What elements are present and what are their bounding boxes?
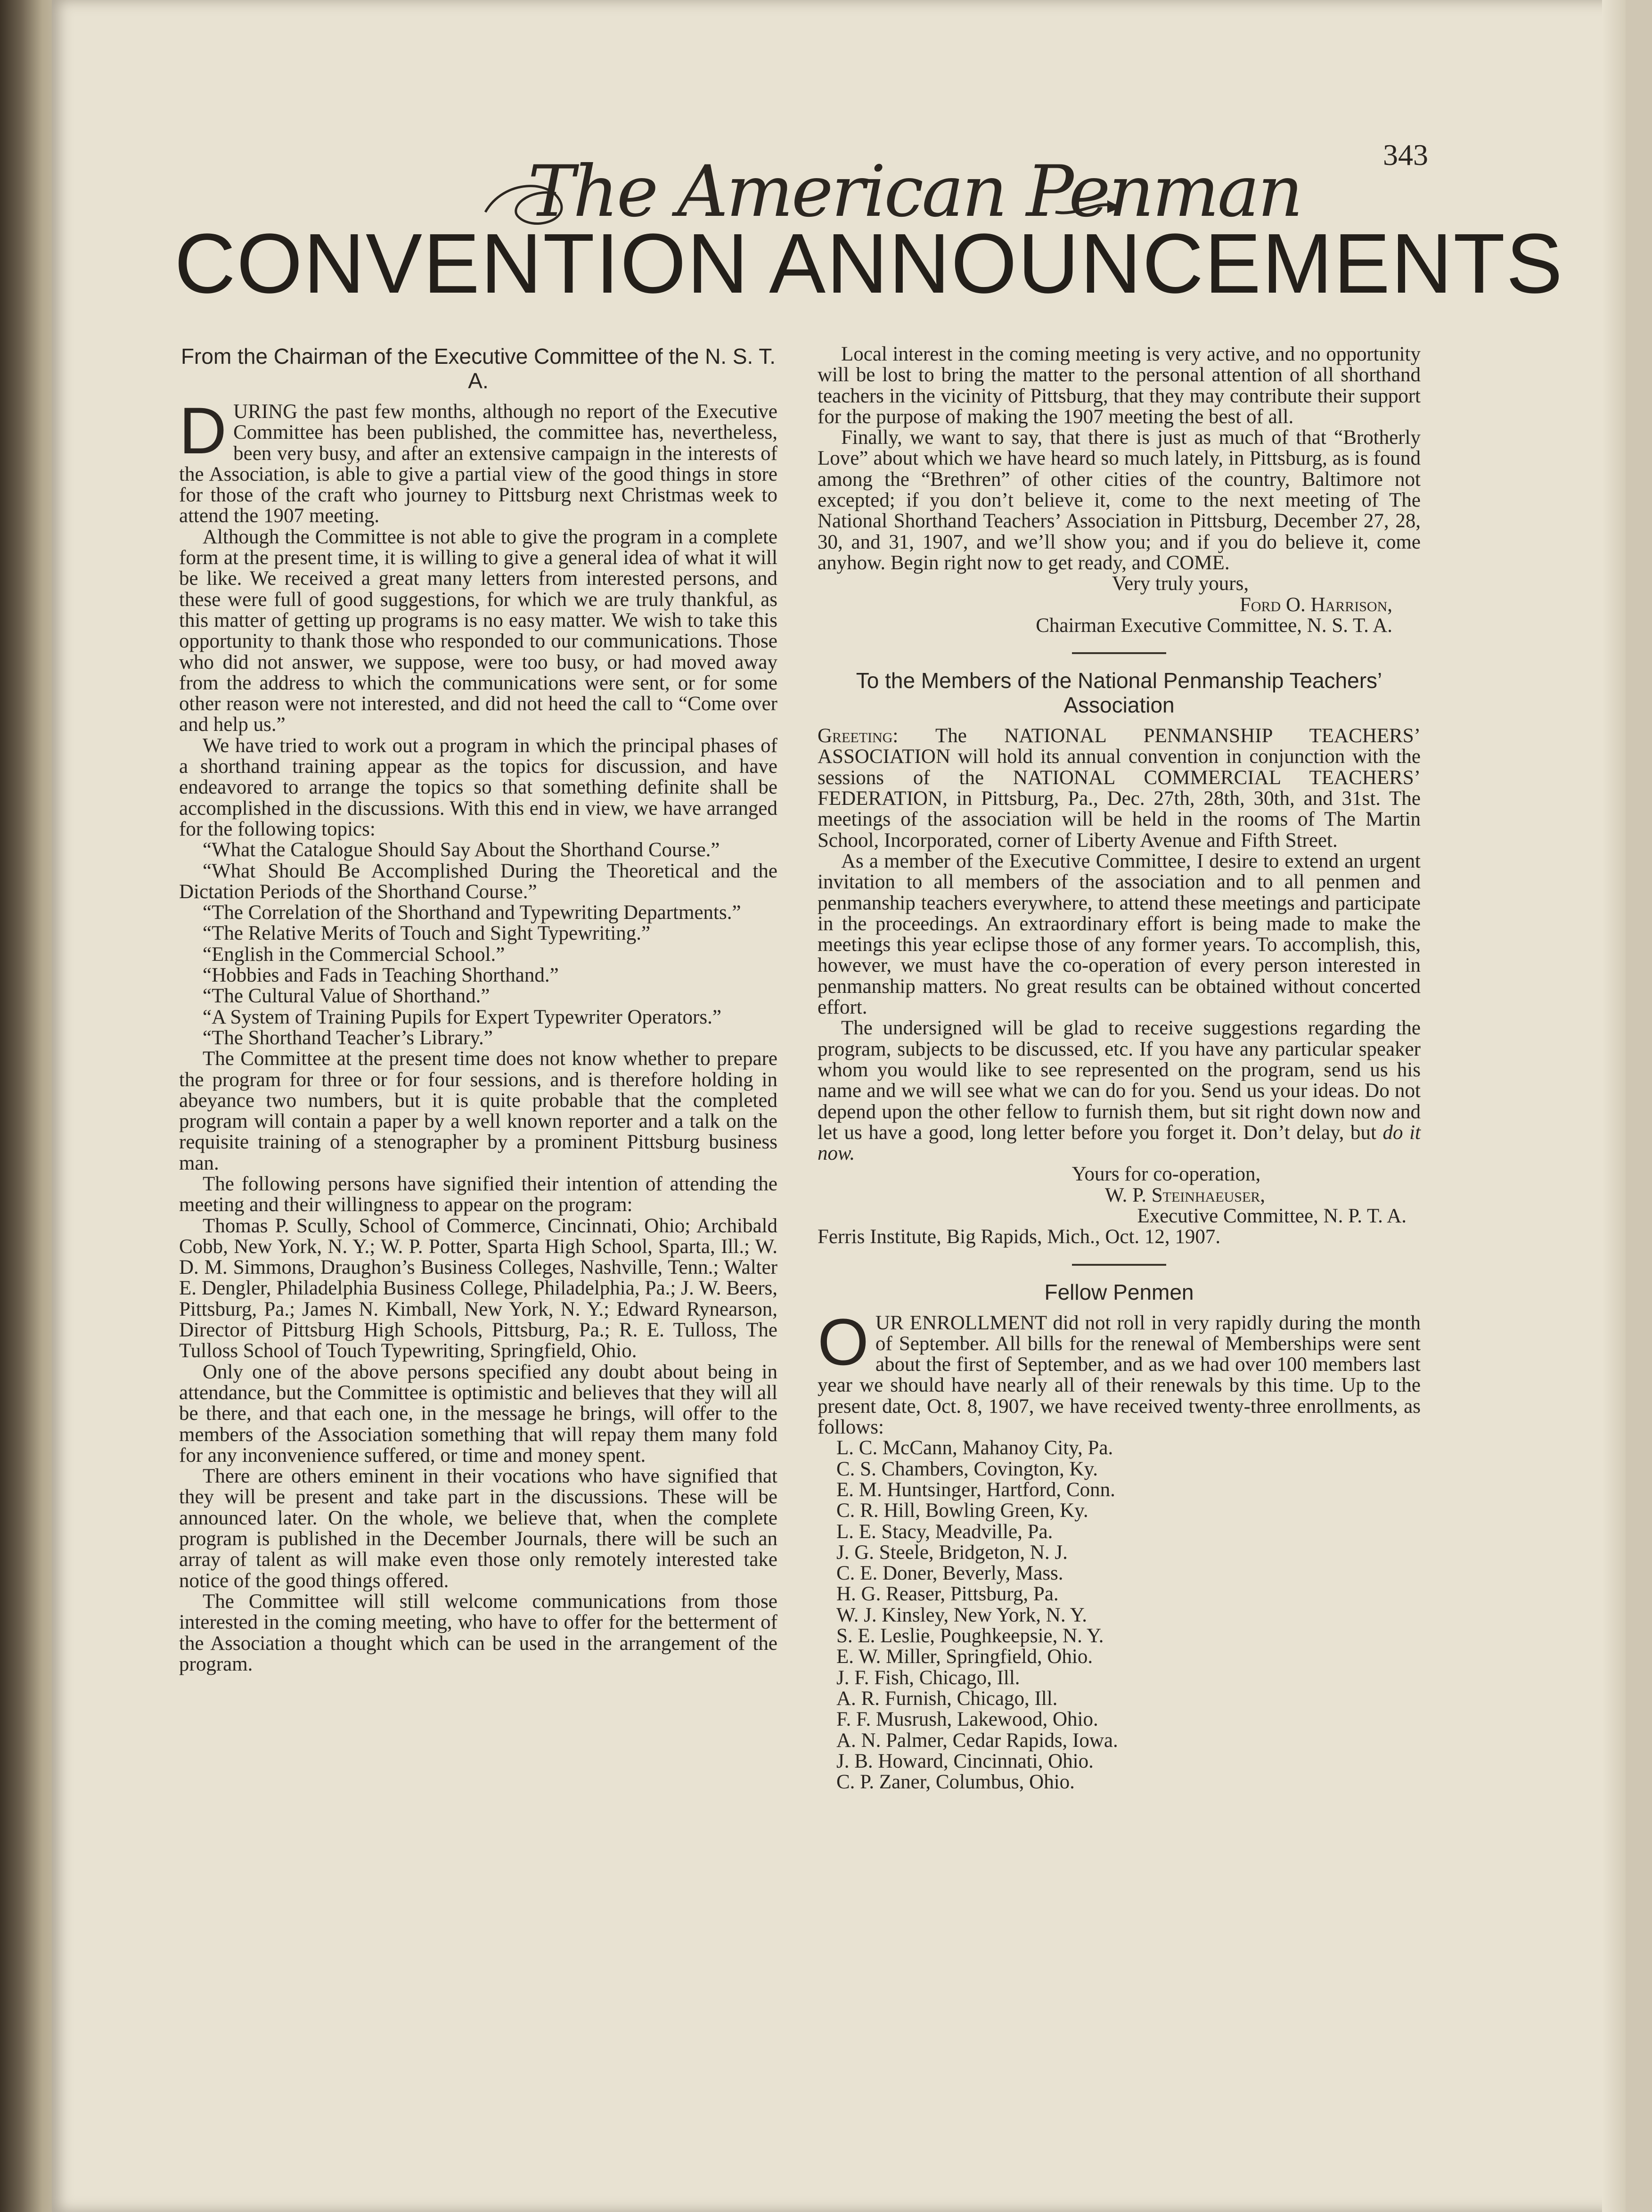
fellow-penmen-title: Fellow Penmen (1044, 1279, 1194, 1304)
topic-item: “What the Catalogue Should Say About the Shorthand Course.” (203, 839, 720, 861)
article-paragraph: There are others eminent in their vocations who have signified that they will be present and take part in the discussions. These will be announced later. On the whole, we believe that, when the complete program is published in the December Journals, there will be such an array of talent as will make even those only remotely interested take notice of the good things offered. (179, 1465, 777, 1592)
signature-name: W. P. Steinhaeuser, (1104, 1184, 1266, 1206)
topic-item: “What Should Be Accomplished During the Theoretical and the Dictation Periods of the Shorthand Course.” (179, 860, 777, 903)
signature-title: Chairman Executive Committee, N. S. T. A. (1036, 614, 1392, 637)
right-column (818, 344, 1421, 1793)
article-paragraph: OUR ENROLLMENT did not roll in very rapidly during the month of September. All bills for the renewal of Memberships were sent about the first of September, and as we had over 100 members last year we should have nearly all of their renewals by this time. Up to the present date, Oct. 8, 1907, we have received twenty-three enrollments, as follows: (818, 1304, 1421, 1439)
article-paragraph: The Committee will still welcome communications from those interested in the coming meeting, who have to offer for the betterment of the Association a thought which can be used in the arrangement of the program. (179, 1590, 777, 1675)
article-paragraph: Only one of the above persons specified any doubt about being in attendance, but the Committee is optimistic and believes that they will all be there, and that each one, in the message he brings, will offer to the members of the Association something that will repay them many fold for any inconvenience suffered, or time and money spent. (179, 1360, 777, 1466)
masthead-title: The American Penman (528, 151, 1301, 233)
topic-item: “The Cultural Value of Shorthand.” (203, 985, 490, 1008)
list-item: J. B. Howard, Cincinnati, Ohio. (836, 1750, 1094, 1772)
topic-item: “The Relative Merits of Touch and Sight Typewriting.” (203, 922, 651, 945)
article-paragraph: We have tried to work out a program in which the principal phases of a shorthand training appear as the topics for discussion, and have endeavored to arrange the topics so that something definite shall be accomplished in the discussions. With this end in view, we have arranged for the following topics: (179, 734, 777, 840)
closing-line: Yours for co-operation, (1071, 1163, 1261, 1186)
list-item: C. E. Doner, Beverly, Mass. (836, 1562, 1063, 1585)
section-divider (1072, 1264, 1166, 1266)
list-item: A. N. Palmer, Cedar Rapids, Iowa. (836, 1729, 1118, 1752)
article-paragraph: As a member of the Executive Committee, I desire to extend an urgent invitation to all members of the association and to all penmen and penmanship teachers everywhere, to attend these meetings and participate in the proceedings. An extraordinary effort is being made to make the meetings this year eclipse those of any former years. To accomplish, this, however, we must have the co-operation of every person interested in penmanship matters. No great results can be obtained without concerted effort. (818, 850, 1421, 1019)
list-item: F. F. Musrush, Lakewood, Ohio. (836, 1708, 1098, 1731)
topic-item: “English in the Commercial School.” (203, 943, 505, 966)
drop-cap: O (818, 1304, 869, 1379)
signature-name: Ford O. Harrison, (1239, 593, 1392, 616)
page-edge (1602, 0, 1626, 2212)
article-paragraph: The undersigned will be glad to receive suggestions regarding the program, subjects to be discussed, etc. If you have any particular speaker whom you would like to see represented on the program, send us his name and we will see what we can do for you. Send us your ideas. Do not depend upon the other fellow to furnish them, but sit right down now and let us have a good, long letter before you forget it. Don’t delay, but do it now. (818, 1017, 1421, 1165)
topic-item: “A System of Training Pupils for Expert Typewriter Operators.” (203, 1006, 721, 1028)
greeting-label: Greeting: (818, 725, 899, 747)
list-item: H. G. Reaser, Pittsburg, Pa. (836, 1583, 1059, 1606)
article-paragraph: Finally, we want to say, that there is just as much of that “Brotherly Love” about which we have heard so much lately, in Pittsburg, as is found among the “Brethren” of other cities of the country, Baltimore not excepted; if you don’t believe it, come to the next meeting of The National Shorthand Teachers’ Association in Pittsburg, December 27, 28, 30, and 31, 1907, and we’ll show you; and if you do believe it, come anyhow. Begin right now to get ready, and COME. (818, 426, 1421, 574)
list-item: C. R. Hill, Bowling Green, Ky. (836, 1499, 1088, 1522)
emphasis-text: do it now. (818, 1121, 1421, 1165)
signature-title: Executive Committee, N. P. T. A. (1137, 1204, 1407, 1227)
article-paragraph: The following persons have signified their intention of attending the meeting and their willingness to appear on the program: (179, 1172, 777, 1216)
list-item: C. P. Zaner, Columbus, Ohio. (836, 1771, 1075, 1794)
left-column (179, 344, 777, 1675)
article-paragraph: Thomas P. Scully, School of Commerce, Cincinnati, Ohio; Archibald Cobb, New York, N. Y.; W. P. Potter, Sparta High School, Sparta, Ill.; W. D. M. Simmons, Draughon’s Business Colleges, Nashville, Tenn.; Walter E. Dengler, Philadelphia Business College, Philadelphia, Pa.; J. W. Beers, Pittsburg, Pa.; James N. Kimball, New York, N. Y.; Edward Rynearson, Director of Pittsburg High Schools, Pittsburg, Pa.; R. E. Tulloss, The Tulloss School of Touch Typewriting, Springfield, Ohio. (179, 1214, 777, 1362)
enrollment-list (818, 1438, 1421, 1793)
list-item: E. M. Huntsinger, Hartford, Conn. (836, 1478, 1115, 1501)
place-date-line: Ferris Institute, Big Rapids, Mich., Oct. 12, 1907. (818, 1226, 1221, 1248)
article-paragraph: DURING the past few months, although no report of the Executive Committee has been published, the committee has, nevertheless, been very busy, and after an extensive campaign in the interests of the Association, is able to give a partial view of the good things in store for those of the craft who journey to Pittsburg next Christmas week to attend the 1907 meeting. (179, 393, 777, 527)
list-item: L. C. McCann, Mahanoy City, Pa. (836, 1437, 1113, 1459)
article-paragraph: The Committee at the present time does not know whether to prepare the program for three or for four sessions, and is therefore holding in abeyance two numbers, but it is quite probable that the completed program will contain a paper by a well known reporter and a talk on the requisite training of a stenographer by a prominent Pittsburg business man. (179, 1048, 777, 1174)
list-item: L. E. Stacy, Meadville, Pa. (836, 1520, 1053, 1543)
list-item: J. G. Steele, Bridgeton, N. J. (836, 1541, 1068, 1564)
list-item: E. W. Miller, Springfield, Ohio. (836, 1646, 1093, 1668)
list-item: C. S. Chambers, Covington, Ky. (836, 1458, 1098, 1480)
article-paragraph: Greeting: The NATIONAL PENMANSHIP TEACHERS’ ASSOCIATION will hold its annual convention in conjunction with the sessions of the NATIONAL COMMERCIAL TEACHERS’ FEDERATION, in Pittsburg, Pa., Dec. 27th, 28th, 30th, and 31st. The meetings of the association will be held in the rooms of The Martin School, Incorporated, corner of Liberty Avenue and Fifth Street. (818, 725, 1421, 852)
article-paragraph: Although the Committee is not able to give the program in a complete form at the present time, it is willing to give a general idea of what it will be like. We received a great many letters from interested persons, and these were full of good suggestions, for which we are truly thankful, as this matter of getting up programs is no easy matter. We wish to take this opportunity to thank those who responded to our communications. Those who did not answer, we suppose, were too busy, or had moved away from the address to which the communications were sent, or for some other reason were not interested, and did not heed the call to “Come over and help us.” (179, 525, 777, 736)
page-number: 343 (1383, 138, 1428, 172)
topic-item: “The Correlation of the Shorthand and Typewriting Departments.” (203, 901, 741, 924)
closing-line: Very truly yours, (1112, 573, 1249, 595)
headline: CONVENTION ANNOUNCEMENTS (174, 216, 1564, 311)
list-item: S. E. Leslie, Poughkeepsie, N. Y. (836, 1625, 1104, 1647)
article-paragraph: Local interest in the coming meeting is very active, and no opportunity will be lost to bring the matter to the personal attention of all shorthand teachers in the vicinity of Pittsburg, that they may contribute their support for the purpose of making the 1907 meeting the best of all. (818, 343, 1421, 428)
list-item: A. R. Furnish, Chicago, Ill. (836, 1687, 1058, 1710)
drop-cap: D (179, 393, 227, 467)
topic-item: “The Shorthand Teacher’s Library.” (203, 1026, 493, 1049)
section-divider (1072, 652, 1166, 654)
list-item: W. J. Kinsley, New York, N. Y. (836, 1604, 1087, 1626)
topic-item: “Hobbies and Fads in Teaching Shorthand.” (203, 964, 559, 987)
chairman-section-title: From the Chairman of the Executive Committee of the N. S. T. A. (180, 344, 776, 393)
npta-section-title: To the Members of the National Penmanship Teachers’ Association (856, 668, 1382, 718)
list-item: J. F. Fish, Chicago, Ill. (836, 1666, 1020, 1689)
